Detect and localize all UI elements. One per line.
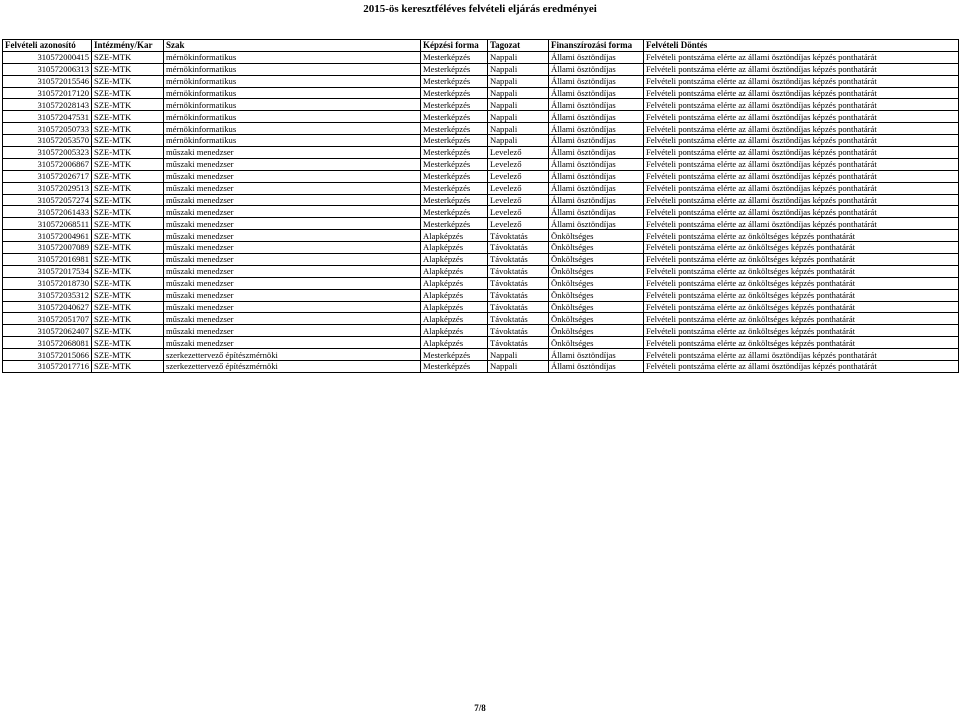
cell-funding: Állami ösztöndíjas	[549, 135, 644, 147]
cell-training-form: Alapképzés	[421, 242, 488, 254]
cell-id: 310572057274	[3, 194, 92, 206]
cell-id: 310572051707	[3, 313, 92, 325]
cell-schedule: Nappali	[488, 75, 549, 87]
cell-program: műszaki menedzser	[164, 206, 421, 218]
cell-training-form: Mesterképzés	[421, 170, 488, 182]
page-number: 7/8	[474, 703, 486, 713]
cell-program: műszaki menedzser	[164, 194, 421, 206]
cell-training-form: Mesterképzés	[421, 158, 488, 170]
cell-training-form: Mesterképzés	[421, 218, 488, 230]
table-row	[3, 75, 959, 87]
cell-funding: Állami ösztöndíjas	[549, 194, 644, 206]
cell-id: 310572053570	[3, 135, 92, 147]
cell-schedule: Levelező	[488, 194, 549, 206]
cell-funding: Állami ösztöndíjas	[549, 218, 644, 230]
cell-program: szerkezettervező építészmérnöki	[164, 349, 421, 361]
cell-institution: SZE-MTK	[92, 75, 164, 87]
cell-training-form: Mesterképzés	[421, 206, 488, 218]
cell-funding: Önköltséges	[549, 325, 644, 337]
table-row	[3, 242, 959, 254]
cell-id: 310572017716	[3, 361, 92, 373]
cell-decision: Felvételi pontszáma elérte az önköltséges képzés ponthatárát	[644, 313, 959, 325]
cell-institution: SZE-MTK	[92, 242, 164, 254]
cell-id: 310572006313	[3, 63, 92, 75]
cell-decision: Felvételi pontszáma elérte az állami ösztöndíjas képzés ponthatárát	[644, 51, 959, 63]
cell-id: 310572029513	[3, 182, 92, 194]
table-row	[3, 170, 959, 182]
cell-institution: SZE-MTK	[92, 170, 164, 182]
table-row	[3, 182, 959, 194]
cell-institution: SZE-MTK	[92, 265, 164, 277]
cell-institution: SZE-MTK	[92, 218, 164, 230]
cell-id: 310572007089	[3, 242, 92, 254]
cell-program: műszaki menedzser	[164, 218, 421, 230]
cell-schedule: Távoktatás	[488, 265, 549, 277]
cell-institution: SZE-MTK	[92, 230, 164, 242]
cell-id: 310572015546	[3, 75, 92, 87]
cell-schedule: Nappali	[488, 63, 549, 75]
cell-decision: Felvételi pontszáma elérte az önköltséges képzés ponthatárát	[644, 242, 959, 254]
cell-decision: Felvételi pontszáma elérte az állami ösztöndíjas képzés ponthatárát	[644, 147, 959, 159]
cell-institution: SZE-MTK	[92, 87, 164, 99]
cell-funding: Állami ösztöndíjas	[549, 158, 644, 170]
col-header-institution: Intézmény/Kar	[92, 40, 164, 52]
table-row	[3, 254, 959, 266]
table-row	[3, 194, 959, 206]
cell-institution: SZE-MTK	[92, 194, 164, 206]
cell-program: műszaki menedzser	[164, 230, 421, 242]
cell-training-form: Mesterképzés	[421, 51, 488, 63]
cell-training-form: Mesterképzés	[421, 111, 488, 123]
cell-institution: SZE-MTK	[92, 277, 164, 289]
cell-funding: Állami ösztöndíjas	[549, 51, 644, 63]
cell-institution: SZE-MTK	[92, 123, 164, 135]
cell-program: mérnökinformatikus	[164, 51, 421, 63]
cell-id: 310572050733	[3, 123, 92, 135]
cell-funding: Önköltséges	[549, 289, 644, 301]
cell-institution: SZE-MTK	[92, 63, 164, 75]
cell-funding: Önköltséges	[549, 254, 644, 266]
cell-program: műszaki menedzser	[164, 265, 421, 277]
cell-schedule: Levelező	[488, 218, 549, 230]
cell-funding: Állami ösztöndíjas	[549, 182, 644, 194]
cell-decision: Felvételi pontszáma elérte az önköltséges képzés ponthatárát	[644, 254, 959, 266]
cell-id: 310572016981	[3, 254, 92, 266]
cell-decision: Felvételi pontszáma elérte az állami ösztöndíjas képzés ponthatárát	[644, 123, 959, 135]
cell-id: 310572068511	[3, 218, 92, 230]
cell-schedule: Nappali	[488, 349, 549, 361]
cell-decision: Felvételi pontszáma elérte az állami ösztöndíjas képzés ponthatárát	[644, 99, 959, 111]
cell-decision: Felvételi pontszáma elérte az állami ösztöndíjas képzés ponthatárát	[644, 349, 959, 361]
cell-id: 310572035312	[3, 289, 92, 301]
cell-decision: Felvételi pontszáma elérte az önköltséges képzés ponthatárát	[644, 289, 959, 301]
cell-decision: Felvételi pontszáma elérte az állami ösztöndíjas képzés ponthatárát	[644, 87, 959, 99]
table-row	[3, 230, 959, 242]
cell-funding: Önköltséges	[549, 301, 644, 313]
cell-id: 310572015066	[3, 349, 92, 361]
cell-decision: Felvételi pontszáma elérte az állami ösztöndíjas képzés ponthatárát	[644, 158, 959, 170]
col-header-decision: Felvételi Döntés	[644, 40, 959, 52]
cell-institution: SZE-MTK	[92, 206, 164, 218]
cell-program: mérnökinformatikus	[164, 87, 421, 99]
cell-training-form: Alapképzés	[421, 277, 488, 289]
cell-id: 310572004961	[3, 230, 92, 242]
cell-training-form: Alapképzés	[421, 265, 488, 277]
cell-funding: Önköltséges	[549, 313, 644, 325]
cell-funding: Állami ösztöndíjas	[549, 63, 644, 75]
cell-funding: Önköltséges	[549, 265, 644, 277]
table-row	[3, 111, 959, 123]
cell-id: 310572005323	[3, 147, 92, 159]
cell-decision: Felvételi pontszáma elérte az önköltséges képzés ponthatárát	[644, 277, 959, 289]
cell-program: műszaki menedzser	[164, 242, 421, 254]
cell-decision: Felvételi pontszáma elérte az állami ösztöndíjas képzés ponthatárát	[644, 111, 959, 123]
cell-decision: Felvételi pontszáma elérte az állami ösztöndíjas képzés ponthatárát	[644, 218, 959, 230]
cell-institution: SZE-MTK	[92, 51, 164, 63]
table-row	[3, 51, 959, 63]
cell-schedule: Távoktatás	[488, 325, 549, 337]
cell-training-form: Mesterképzés	[421, 147, 488, 159]
cell-id: 310572000415	[3, 51, 92, 63]
cell-program: mérnökinformatikus	[164, 99, 421, 111]
cell-id: 310572017534	[3, 265, 92, 277]
cell-schedule: Távoktatás	[488, 242, 549, 254]
cell-training-form: Mesterképzés	[421, 87, 488, 99]
cell-schedule: Távoktatás	[488, 337, 549, 349]
cell-schedule: Távoktatás	[488, 277, 549, 289]
table-row	[3, 349, 959, 361]
cell-schedule: Nappali	[488, 361, 549, 373]
cell-decision: Felvételi pontszáma elérte az önköltséges képzés ponthatárát	[644, 265, 959, 277]
cell-institution: SZE-MTK	[92, 337, 164, 349]
table-row	[3, 206, 959, 218]
cell-funding: Állami ösztöndíjas	[549, 206, 644, 218]
cell-institution: SZE-MTK	[92, 361, 164, 373]
cell-id: 310572006867	[3, 158, 92, 170]
cell-training-form: Mesterképzés	[421, 75, 488, 87]
cell-training-form: Mesterképzés	[421, 123, 488, 135]
cell-funding: Állami ösztöndíjas	[549, 170, 644, 182]
cell-institution: SZE-MTK	[92, 325, 164, 337]
cell-training-form: Alapképzés	[421, 325, 488, 337]
cell-schedule: Levelező	[488, 170, 549, 182]
cell-training-form: Alapképzés	[421, 313, 488, 325]
cell-training-form: Alapképzés	[421, 337, 488, 349]
cell-institution: SZE-MTK	[92, 313, 164, 325]
cell-program: műszaki menedzser	[164, 337, 421, 349]
col-header-funding: Finanszírozási forma	[549, 40, 644, 52]
cell-institution: SZE-MTK	[92, 254, 164, 266]
cell-decision: Felvételi pontszáma elérte az önköltséges képzés ponthatárát	[644, 230, 959, 242]
col-header-program: Szak	[164, 40, 421, 52]
cell-schedule: Távoktatás	[488, 230, 549, 242]
cell-funding: Önköltséges	[549, 242, 644, 254]
cell-program: műszaki menedzser	[164, 325, 421, 337]
cell-program: műszaki menedzser	[164, 182, 421, 194]
cell-id: 310572028143	[3, 99, 92, 111]
table-row	[3, 361, 959, 373]
cell-id: 310572061433	[3, 206, 92, 218]
table-row	[3, 158, 959, 170]
table-row	[3, 63, 959, 75]
table-row	[3, 99, 959, 111]
cell-schedule: Levelező	[488, 158, 549, 170]
cell-program: műszaki menedzser	[164, 313, 421, 325]
table-row	[3, 123, 959, 135]
cell-program: mérnökinformatikus	[164, 123, 421, 135]
cell-schedule: Levelező	[488, 182, 549, 194]
cell-funding: Állami ösztöndíjas	[549, 111, 644, 123]
cell-schedule: Távoktatás	[488, 301, 549, 313]
table-header-row	[3, 40, 959, 52]
cell-schedule: Távoktatás	[488, 313, 549, 325]
col-header-schedule: Tagozat	[488, 40, 549, 52]
cell-id: 310572018730	[3, 277, 92, 289]
cell-training-form: Alapképzés	[421, 254, 488, 266]
cell-funding: Állami ösztöndíjas	[549, 349, 644, 361]
cell-schedule: Nappali	[488, 99, 549, 111]
cell-training-form: Mesterképzés	[421, 99, 488, 111]
cell-id: 310572017120	[3, 87, 92, 99]
table-row	[3, 87, 959, 99]
cell-training-form: Alapképzés	[421, 301, 488, 313]
cell-decision: Felvételi pontszáma elérte az önköltséges képzés ponthatárát	[644, 325, 959, 337]
cell-program: mérnökinformatikus	[164, 63, 421, 75]
results-table	[2, 39, 959, 373]
cell-institution: SZE-MTK	[92, 158, 164, 170]
table-row	[3, 277, 959, 289]
cell-decision: Felvételi pontszáma elérte az állami ösztöndíjas képzés ponthatárát	[644, 361, 959, 373]
cell-decision: Felvételi pontszáma elérte az állami ösztöndíjas képzés ponthatárát	[644, 182, 959, 194]
cell-funding: Állami ösztöndíjas	[549, 99, 644, 111]
cell-funding: Állami ösztöndíjas	[549, 87, 644, 99]
cell-program: műszaki menedzser	[164, 301, 421, 313]
table-row	[3, 135, 959, 147]
cell-training-form: Alapképzés	[421, 230, 488, 242]
table-row	[3, 147, 959, 159]
cell-decision: Felvételi pontszáma elérte az állami ösztöndíjas képzés ponthatárát	[644, 170, 959, 182]
page-title: 2015-ös keresztféléves felvételi eljárás eredményei	[363, 3, 597, 15]
cell-institution: SZE-MTK	[92, 135, 164, 147]
col-header-training-form: Képzési forma	[421, 40, 488, 52]
table-row	[3, 325, 959, 337]
cell-institution: SZE-MTK	[92, 349, 164, 361]
cell-decision: Felvételi pontszáma elérte az állami ösztöndíjas képzés ponthatárát	[644, 135, 959, 147]
cell-institution: SZE-MTK	[92, 111, 164, 123]
cell-training-form: Mesterképzés	[421, 194, 488, 206]
cell-funding: Önköltséges	[549, 277, 644, 289]
cell-institution: SZE-MTK	[92, 99, 164, 111]
cell-program: műszaki menedzser	[164, 254, 421, 266]
cell-id: 310572062407	[3, 325, 92, 337]
cell-schedule: Nappali	[488, 111, 549, 123]
cell-training-form: Mesterképzés	[421, 135, 488, 147]
cell-program: mérnökinformatikus	[164, 135, 421, 147]
col-header-id: Felvételi azonosító	[3, 40, 92, 52]
cell-program: műszaki menedzser	[164, 289, 421, 301]
cell-program: műszaki menedzser	[164, 147, 421, 159]
cell-decision: Felvételi pontszáma elérte az önköltséges képzés ponthatárát	[644, 337, 959, 349]
cell-training-form: Alapképzés	[421, 289, 488, 301]
cell-id: 310572047531	[3, 111, 92, 123]
table-row	[3, 337, 959, 349]
cell-program: műszaki menedzser	[164, 170, 421, 182]
cell-id: 310572068081	[3, 337, 92, 349]
cell-institution: SZE-MTK	[92, 182, 164, 194]
table-row	[3, 301, 959, 313]
cell-id: 310572040627	[3, 301, 92, 313]
cell-schedule: Nappali	[488, 51, 549, 63]
cell-decision: Felvételi pontszáma elérte az állami ösztöndíjas képzés ponthatárát	[644, 194, 959, 206]
cell-funding: Önköltséges	[549, 337, 644, 349]
cell-funding: Állami ösztöndíjas	[549, 75, 644, 87]
cell-decision: Felvételi pontszáma elérte az önköltséges képzés ponthatárát	[644, 301, 959, 313]
table-row	[3, 265, 959, 277]
cell-training-form: Mesterképzés	[421, 361, 488, 373]
cell-decision: Felvételi pontszáma elérte az állami ösztöndíjas képzés ponthatárát	[644, 206, 959, 218]
cell-institution: SZE-MTK	[92, 289, 164, 301]
cell-decision: Felvételi pontszáma elérte az állami ösztöndíjas képzés ponthatárát	[644, 63, 959, 75]
cell-schedule: Nappali	[488, 123, 549, 135]
table-row	[3, 289, 959, 301]
cell-training-form: Mesterképzés	[421, 63, 488, 75]
cell-institution: SZE-MTK	[92, 301, 164, 313]
cell-institution: SZE-MTK	[92, 147, 164, 159]
cell-schedule: Nappali	[488, 135, 549, 147]
cell-funding: Állami ösztöndíjas	[549, 361, 644, 373]
cell-schedule: Távoktatás	[488, 254, 549, 266]
cell-schedule: Levelező	[488, 206, 549, 218]
cell-training-form: Mesterképzés	[421, 349, 488, 361]
cell-program: műszaki menedzser	[164, 277, 421, 289]
cell-schedule: Távoktatás	[488, 289, 549, 301]
cell-program: mérnökinformatikus	[164, 111, 421, 123]
table-row	[3, 218, 959, 230]
cell-program: mérnökinformatikus	[164, 75, 421, 87]
cell-schedule: Levelező	[488, 147, 549, 159]
cell-schedule: Nappali	[488, 87, 549, 99]
cell-funding: Állami ösztöndíjas	[549, 123, 644, 135]
cell-funding: Állami ösztöndíjas	[549, 147, 644, 159]
table-row	[3, 313, 959, 325]
cell-funding: Önköltséges	[549, 230, 644, 242]
cell-program: szerkezettervező építészmérnöki	[164, 361, 421, 373]
cell-decision: Felvételi pontszáma elérte az állami ösztöndíjas képzés ponthatárát	[644, 75, 959, 87]
cell-program: műszaki menedzser	[164, 158, 421, 170]
cell-training-form: Mesterképzés	[421, 182, 488, 194]
cell-id: 310572026717	[3, 170, 92, 182]
